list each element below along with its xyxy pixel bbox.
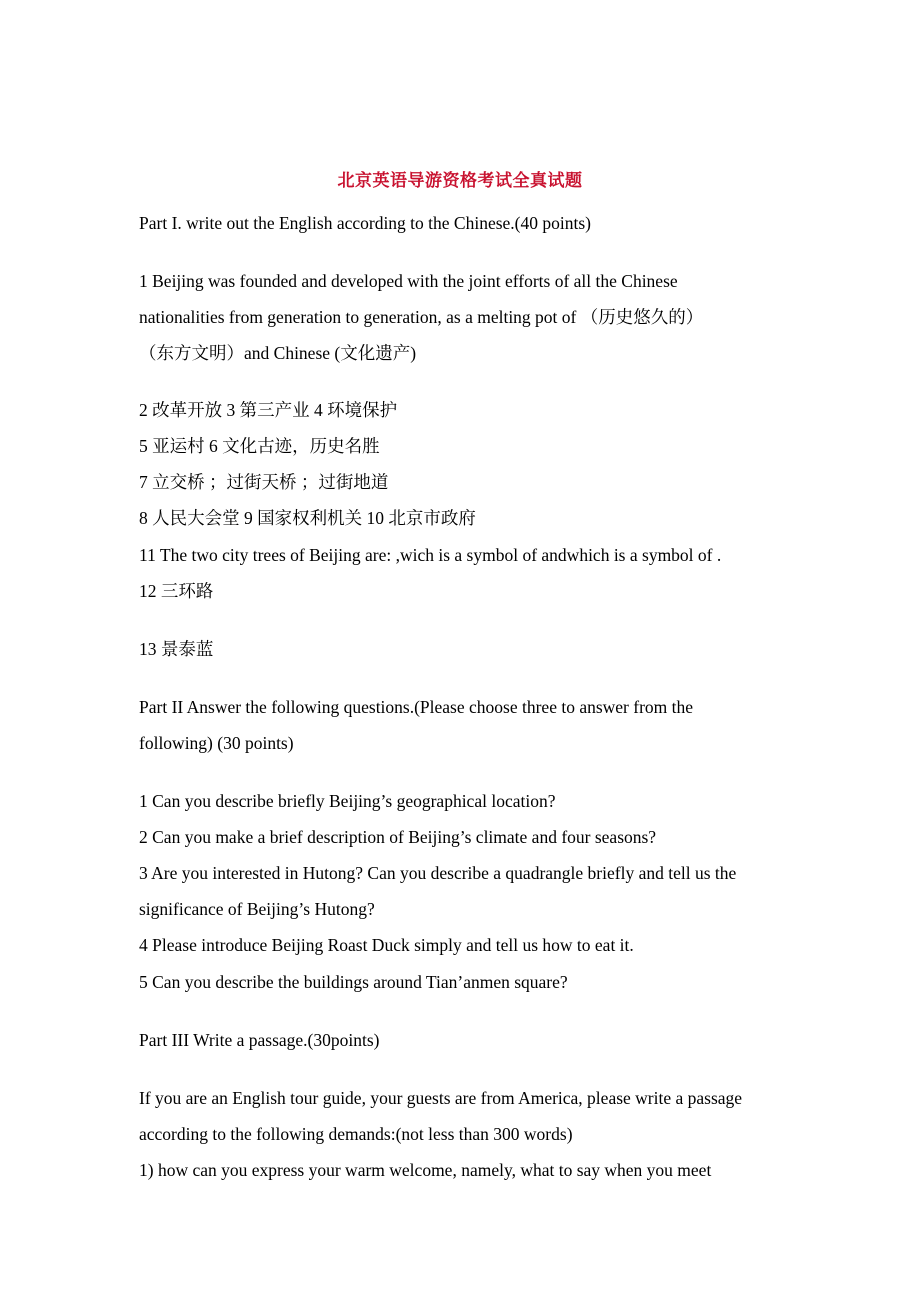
document-title: 北京英语导游资格考试全真试题: [337, 171, 583, 190]
part2-heading-line2: following) (30 points): [139, 733, 294, 753]
part1-item-5-6: 5 亚运村 6 文化古迹，历史名胜: [139, 436, 380, 456]
part1-q1-line2: nationalities from generation to generation, as a melting pot of （历史悠久的）: [139, 307, 704, 327]
part1-item-13: 13 景泰蓝: [139, 639, 214, 659]
part1-item-8-10: 8 人民大会堂 9 国家权利机关 10 北京市政府: [139, 508, 476, 528]
part3-body-line1: If you are an English tour guide, your guests are from America, please write a passage: [139, 1088, 743, 1108]
part2-question-5: 5 Can you describe the buildings around Tian’anmen square?: [139, 972, 568, 992]
part3-body-line2: according to the following demands:(not less than 300 words): [139, 1124, 573, 1144]
part1-q1-line1: 1 Beijing was founded and developed with the joint efforts of all the Chinese: [139, 271, 678, 291]
part1-q1-line3: （东方文明）and Chinese (文化遗产): [139, 343, 417, 363]
part1-heading: Part I. write out the English according to the Chinese.(40 points): [139, 213, 591, 233]
part1-item-11: 11 The two city trees of Beijing are: ,wich is a symbol of andwhich is a symbol of .: [139, 545, 722, 565]
part2-question-1: 1 Can you describe briefly Beijing’s geographical location?: [139, 791, 556, 811]
part1-item-7: 7 立交桥 ；过街天桥 ；过街地道: [139, 472, 389, 492]
part2-question-2: 2 Can you make a brief description of Beijing’s climate and four seasons?: [139, 827, 657, 847]
part3-body-line3: 1) how can you express your warm welcome, namely, what to say when you meet: [139, 1160, 712, 1180]
part2-question-3-cont: significance of Beijing’s Hutong?: [139, 899, 375, 919]
part2-question-4: 4 Please introduce Beijing Roast Duck simply and tell us how to eat it.: [139, 935, 634, 955]
part1-item-12: 12 三环路: [139, 581, 214, 601]
part3-heading: Part III Write a passage.(30points): [139, 1030, 380, 1050]
part2-heading-line1: Part II Answer the following questions.(Please choose three to answer from the: [139, 697, 694, 717]
part1-item-2-4: 2 改革开放 3 第三产业 4 环境保护: [139, 400, 398, 420]
part2-question-3: 3 Are you interested in Hutong? Can you describe a quadrangle briefly and tell us the: [139, 863, 737, 883]
